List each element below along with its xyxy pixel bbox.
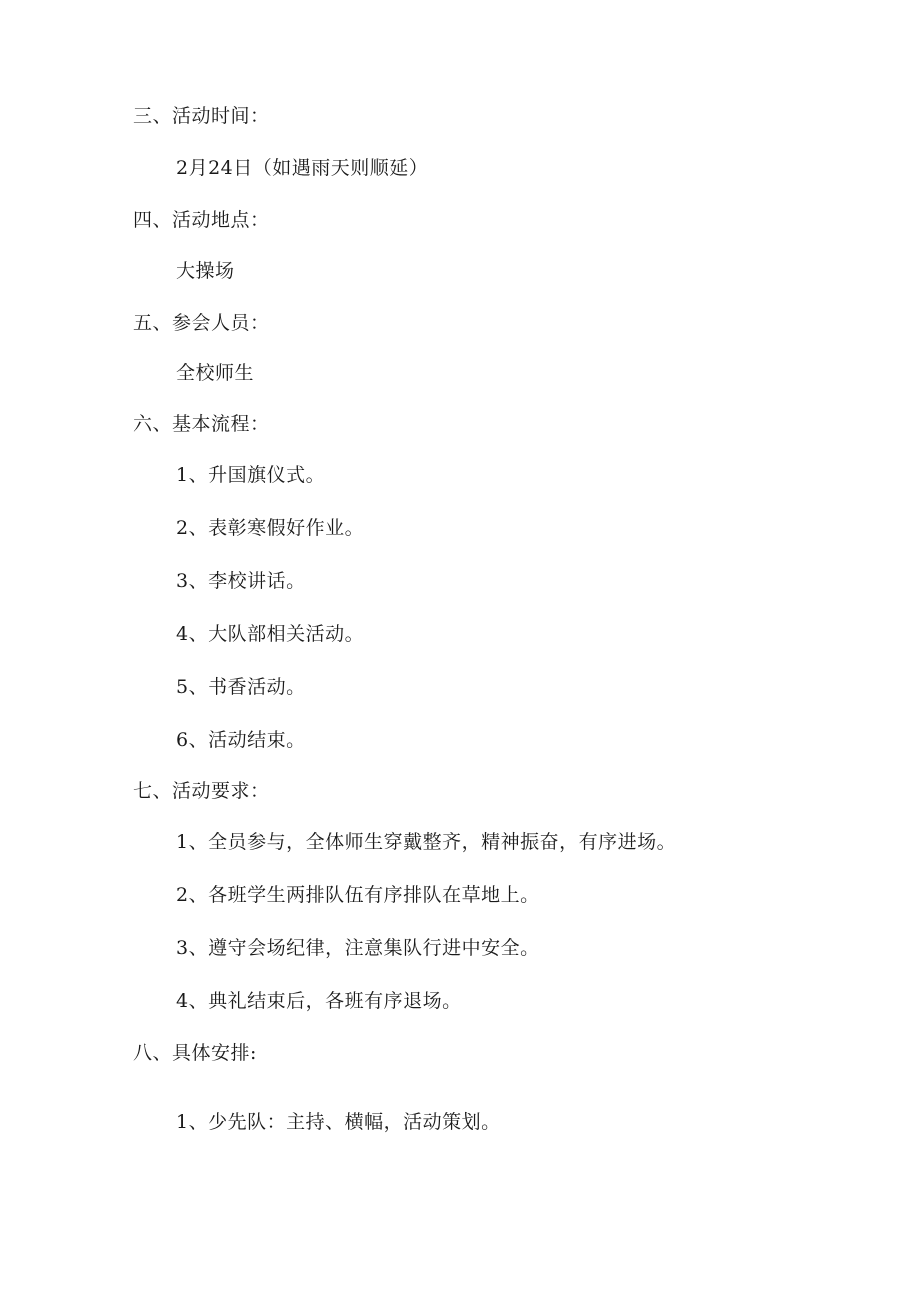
process-item: 4、大队部相关活动。: [176, 623, 365, 645]
section-heading-time: 三、活动时间：: [133, 105, 270, 127]
section-heading-participants: 五、参会人员：: [133, 312, 270, 334]
requirement-item: 3、遵守会场纪律，注意集队行进中安全。: [176, 937, 540, 959]
process-item: 3、李校讲话。: [176, 570, 306, 592]
requirement-item: 2、各班学生两排队伍有序排队在草地上。: [176, 884, 540, 906]
process-item: 5、书香活动。: [176, 676, 306, 698]
requirement-item: 4、典礼结束后，各班有序退场。: [176, 990, 462, 1012]
arrangement-item: 1、少先队：主持、横幅，活动策划。: [176, 1111, 501, 1133]
process-item: 6、活动结束。: [176, 729, 306, 751]
section-heading-arrangement: 八、具体安排:: [133, 1042, 257, 1064]
process-item: 1、升国旗仪式。: [176, 464, 326, 486]
process-item: 2、表彰寒假好作业。: [176, 517, 365, 539]
section-content-place: 大操场: [176, 260, 235, 282]
section-heading-requirements: 七、活动要求：: [133, 780, 270, 802]
section-heading-process: 六、基本流程：: [133, 413, 270, 435]
section-heading-place: 四、活动地点：: [133, 209, 270, 231]
section-content-participants: 全校师生: [176, 362, 255, 384]
section-content-time: 2月24日（如遇雨天则顺延）: [176, 157, 429, 179]
requirement-item: 1、全员参与，全体师生穿戴整齐，精神振奋，有序进场。: [176, 831, 677, 853]
